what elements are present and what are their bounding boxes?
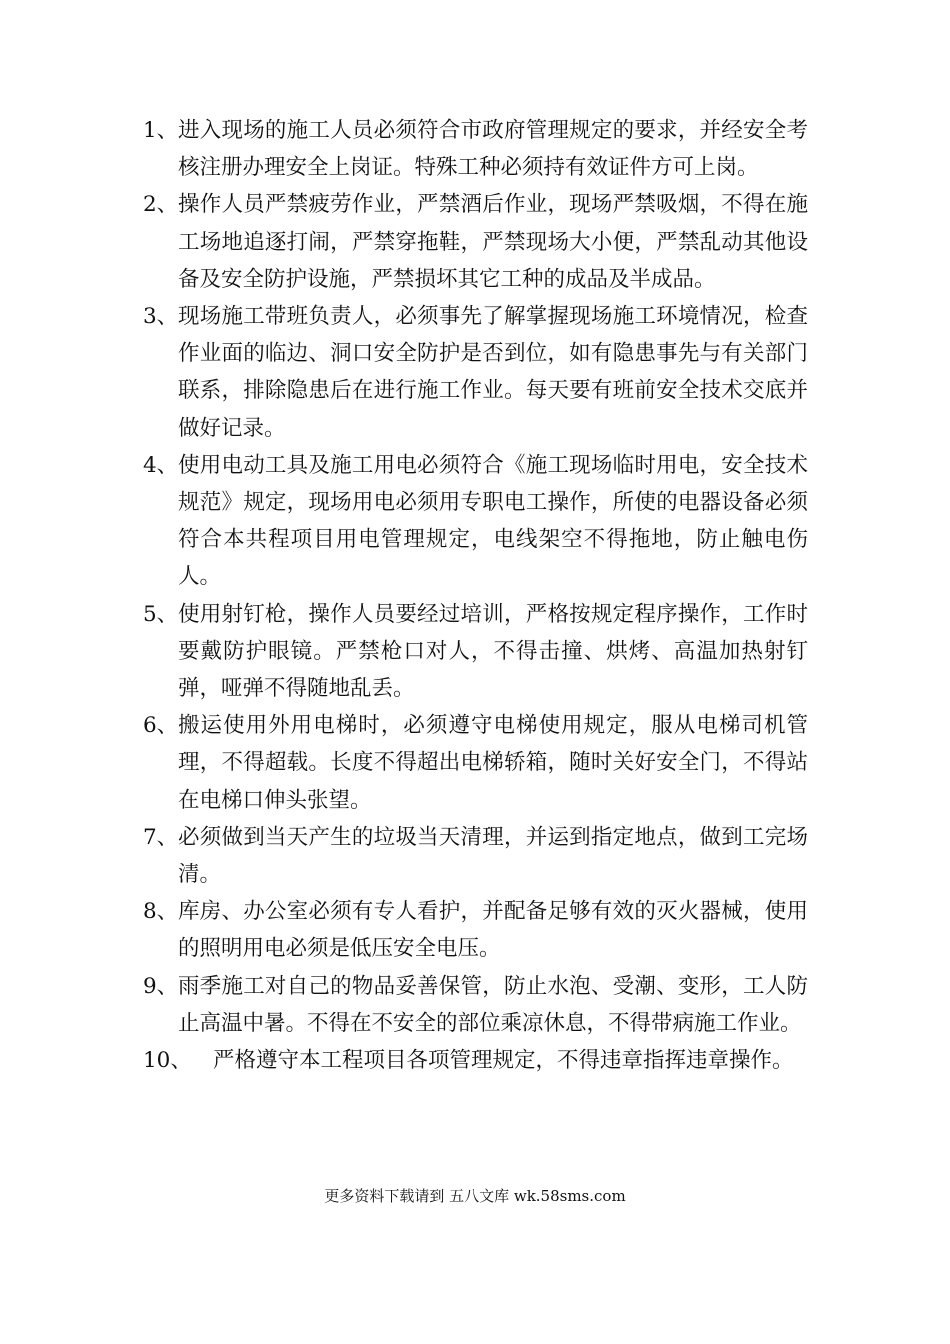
rule-item [143, 968, 808, 1042]
rule-number: 5、 [143, 601, 179, 627]
rule-item [143, 707, 808, 819]
safety-rules-list [143, 112, 808, 1079]
rule-item [143, 819, 808, 893]
rule-text: 搬运使用外用电梯时，必须遵守电梯使用规定，服从电梯司机管理，不得超载。长度不得超出电梯轿箱，随时关好安全门，不得站在电梯口伸头张望。 [178, 713, 808, 813]
rule-text: 必须做到当天产生的垃圾当天清理，并运到指定地点，做到工完场清。 [178, 824, 808, 888]
rule-number: 3、 [143, 304, 179, 330]
rule-item [143, 298, 808, 447]
rule-number: 8、 [143, 899, 179, 925]
rule-number: 9、 [143, 973, 179, 999]
rule-text: 库房、办公室必须有专人看护，并配备足够有效的灭火器械，使用的照明用电必须是低压安全电压。 [178, 899, 808, 962]
rule-number: 10、 [143, 1048, 192, 1074]
rule-number: 4、 [143, 452, 179, 478]
rule-item [143, 1042, 808, 1079]
rule-text: 进入现场的施工人员必须符合市政府管理规定的要求，并经安全考核注册办理安全上岗证。特殊工种必须持有效证件方可上岗。 [178, 118, 808, 181]
rule-item [143, 186, 808, 298]
footer-download-note: 更多资料下载请到 五八文库 wk.58sms.com [324, 1187, 626, 1205]
rule-item [143, 447, 808, 596]
rule-item [143, 596, 808, 708]
rule-text: 使用电动工具及施工用电必须符合《施工现场临时用电，安全技术规范》规定，现场用电必须用专职电工操作，所使的电器设备必须符合本共程项目用电管理规定，电线架空不得拖地，防止触电伤人。 [178, 452, 808, 590]
rule-text: 雨季施工对自己的物品妥善保管，防止水泡、受潮、变形，工人防止高温中暑。不得在不安全的部位乘凉休息，不得带病施工作业。 [178, 973, 808, 1036]
rule-number: 1、 [143, 118, 179, 143]
rule-text: 操作人员严禁疲劳作业，严禁酒后作业，现场严禁吸烟，不得在施工场地追逐打闹，严禁穿拖鞋，严禁现场大小便，严禁乱动其他设备及安全防护设施，严禁损坏其它工种的成品及半成品。 [178, 192, 808, 292]
rule-number: 2、 [143, 192, 179, 218]
rule-text: 使用射钉枪，操作人员要经过培训，严格按规定程序操作，工作时要戴防护眼镜。严禁枪口对人，不得击撞、烘烤、高温加热射钉弹，哑弹不得随地乱丢。 [178, 601, 808, 702]
rule-text: 现场施工带班负责人，必须事先了解掌握现场施工环境情况，检查作业面的临边、洞口安全防护是否到位，如有隐患事先与有关部门联系，排除隐患后在进行施工作业。每天要有班前安全技术交底并做好记录。 [178, 304, 808, 441]
rule-number: 6、 [143, 713, 179, 739]
rule-number: 7、 [143, 824, 179, 850]
rule-item [143, 112, 808, 186]
rule-text: 严格遵守本工程项目各项管理规定，不得违章指挥违章操作。 [213, 1048, 794, 1074]
rule-item [143, 893, 808, 967]
